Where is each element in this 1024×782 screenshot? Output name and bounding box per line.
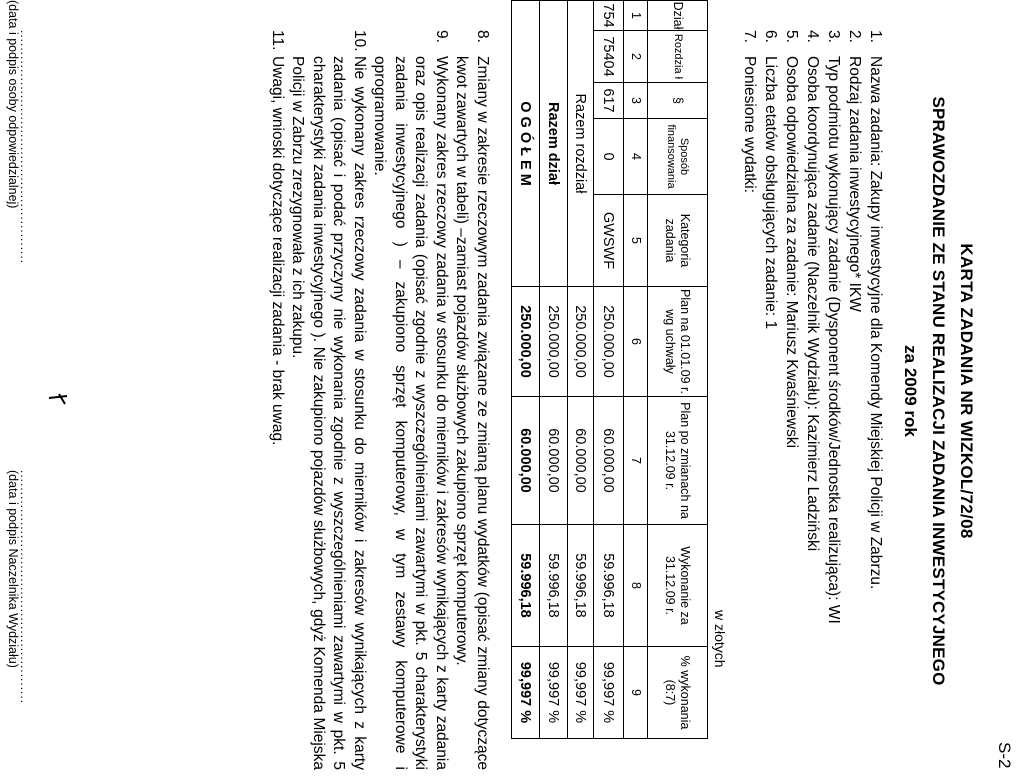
page-code: S-2 xyxy=(995,742,1014,769)
header-sposob-finansowania: Sposób finansowania xyxy=(648,119,708,195)
column-number: 7 xyxy=(624,397,648,525)
item-number: 9. xyxy=(433,30,450,43)
item-text: Liczba etatów obsługujących zadanie: 1 xyxy=(762,56,779,330)
item-text: Rodzaj zadania inwestycyjnego* IKW xyxy=(846,56,863,312)
list-item xyxy=(760,30,781,624)
column-number: 4 xyxy=(624,119,648,195)
cell-procent: 99,997 % xyxy=(540,647,568,739)
item-number: 2. xyxy=(846,30,863,43)
cell-plan-po-zmianach: 60.000,00 xyxy=(568,397,594,525)
list-item xyxy=(451,30,492,770)
list-item xyxy=(802,30,823,624)
list-item xyxy=(739,30,760,624)
table-row xyxy=(594,1,624,739)
row-label: Razem rozdział xyxy=(568,1,594,287)
currency-unit-label: w złotych xyxy=(712,610,728,668)
expenditure-table xyxy=(511,0,708,739)
ogolem-row xyxy=(512,1,540,739)
list-item xyxy=(267,30,288,770)
header-rozdzial: Rozdzia ł xyxy=(648,31,708,83)
column-number-row xyxy=(624,1,648,739)
document-title: KARTA ZADANIA NR WIZKOL/72/08 xyxy=(957,243,976,539)
list-item xyxy=(823,30,844,624)
item-text: Typ podmiotu wykonujący zadanie (Dysponent środków/Jednostka realizująca): WI xyxy=(825,56,842,624)
list-item xyxy=(844,30,865,624)
item-number: 5. xyxy=(783,30,800,43)
item-number: 3. xyxy=(825,30,842,43)
item-number: 10. xyxy=(351,30,368,52)
cell-procent: 99,997 % xyxy=(594,647,624,739)
item-number: 8. xyxy=(474,30,491,43)
item-text: Osoba koordynująca zadanie (Naczelnik Wydziału): Kazimierz Ladziński xyxy=(804,56,821,552)
item-number: 6. xyxy=(762,30,779,43)
cell-paragraf: 617 xyxy=(594,83,624,119)
document-subtitle: SPRAWOZDANIE ZE STANU REALIZACJI ZADANIA INWESTYCYJNEGO xyxy=(929,96,948,686)
cell-wykonanie: 59.996,18 xyxy=(512,525,540,647)
cell-procent: 99,997 % xyxy=(568,647,594,739)
report-year: za 2009 rok xyxy=(901,345,920,437)
row-label: Razem dział xyxy=(540,1,568,287)
item-text: Poniesione wydatki: xyxy=(741,56,758,193)
notes-list xyxy=(267,30,493,770)
table-header-row xyxy=(648,1,708,739)
cell-dzial: 754 xyxy=(594,1,624,31)
column-number: 5 xyxy=(624,195,648,287)
cell-kategoria: GWSWF xyxy=(594,195,624,287)
razem-dzial-row xyxy=(540,1,568,739)
item-number: 7. xyxy=(741,30,758,43)
cell-plan-po-zmianach: 60.000,00 xyxy=(512,397,540,525)
row-label: O G Ó Ł E M xyxy=(512,1,540,287)
item-text: Zmiany w zakresie rzeczowym zadania związane ze zmianą planu wydatków (opisać zmiany dotyczące kwot zawartych w tabeli) –zamiast pojazdów służbowych zakupiono sprzęt komputerowy. xyxy=(453,56,491,770)
signature-line-left: ...................................................... xyxy=(18,30,32,265)
header-kategoria: Kategoria zadania xyxy=(648,195,708,287)
razem-rozdzial-row xyxy=(568,1,594,739)
header-paragraf: § xyxy=(648,83,708,119)
cell-plan: 250.000,00 xyxy=(512,287,540,397)
signature-caption-right: (data i podpis Naczelnika Wydziału) xyxy=(6,470,20,668)
cell-wykonanie: 59.996,18 xyxy=(568,525,594,647)
header-dzial: Dział xyxy=(648,1,708,31)
list-item xyxy=(865,30,886,624)
column-number: 1 xyxy=(624,1,648,31)
item-number: 1. xyxy=(867,30,884,43)
item-number: 4. xyxy=(804,30,821,43)
cell-procent: 99,997 % xyxy=(512,647,540,739)
signature-caption-left: (data i podpis osoby odpowiedzialnej) xyxy=(6,0,20,209)
item-text: Wykonany zakres rzeczowy zadania w stosunku do mierników i zakresów wynikających z karty zadania oraz opis realizacji zadania (opisać zgodnie z wyszczególnieniami zawartymi w pkt. 5 charakterystyki zadania inwestycyjnego ) – zakupiono sprzęt komputerowy, w tym zestawy komputerowe i oprogramowanie. xyxy=(371,56,450,770)
header-wykonanie: Wykonanie za 31.12.09 r. xyxy=(648,525,708,647)
item-text: Uwagi, wnioski dotyczące realizacji zadania - brak uwag. xyxy=(269,56,286,446)
task-info-list xyxy=(739,30,886,624)
list-item xyxy=(287,30,369,770)
cell-plan: 250.000,00 xyxy=(568,287,594,397)
column-number: 2 xyxy=(624,31,648,83)
item-text: Osoba odpowiedzialna za zadanie: Mariusz Kwaśniewski xyxy=(783,56,800,449)
header-procent-wykonania: % wykonania (8:7) xyxy=(648,647,708,739)
header-plan: Plan na 01.01.09 r. wg uchwały xyxy=(648,287,708,397)
column-number: 6 xyxy=(624,287,648,397)
list-item xyxy=(369,30,451,770)
cell-rozdzial: 75404 xyxy=(594,31,624,83)
column-number: 8 xyxy=(624,525,648,647)
item-text: Nie wykonany zakres rzeczowy zadania w stosunku do mierników i zakresów wynikających z karty zadania (opisać i podać przyczyny nie wykonania zgodnie z wyszczególnieniami zawartymi w pkt. 5 charakterystyki zadania inwestycyjnego ). Nie zakupiono pojazdów służbowych, gdyż Komenda Miejska Policji w Zabrzu zrezygnowała z ich zakupu. xyxy=(289,56,368,770)
cell-sposob: 0 xyxy=(594,119,624,195)
handwritten-mark xyxy=(41,392,69,406)
cell-plan: 250.000,00 xyxy=(540,287,568,397)
cell-plan-po-zmianach: 60.000,00 xyxy=(594,397,624,525)
cell-plan: 250.000,00 xyxy=(594,287,624,397)
column-number: 9 xyxy=(624,647,648,739)
cell-plan-po-zmianach: 60.000,00 xyxy=(540,397,568,525)
cell-wykonanie: 59.996,18 xyxy=(540,525,568,647)
cell-wykonanie: 59.996,18 xyxy=(594,525,624,647)
item-number: 11. xyxy=(269,30,286,51)
item-text: Nazwa zadania: Zakupy inwestycyjne dla Komendy Miejskiej Policji w Zabrzu. xyxy=(867,56,884,590)
header-plan-po-zmianach: Plan po zmianach na 31.12.09 r. xyxy=(648,397,708,525)
list-item xyxy=(781,30,802,624)
signature-line-right: ...................................................... xyxy=(18,470,32,705)
column-number: 3 xyxy=(624,83,648,119)
